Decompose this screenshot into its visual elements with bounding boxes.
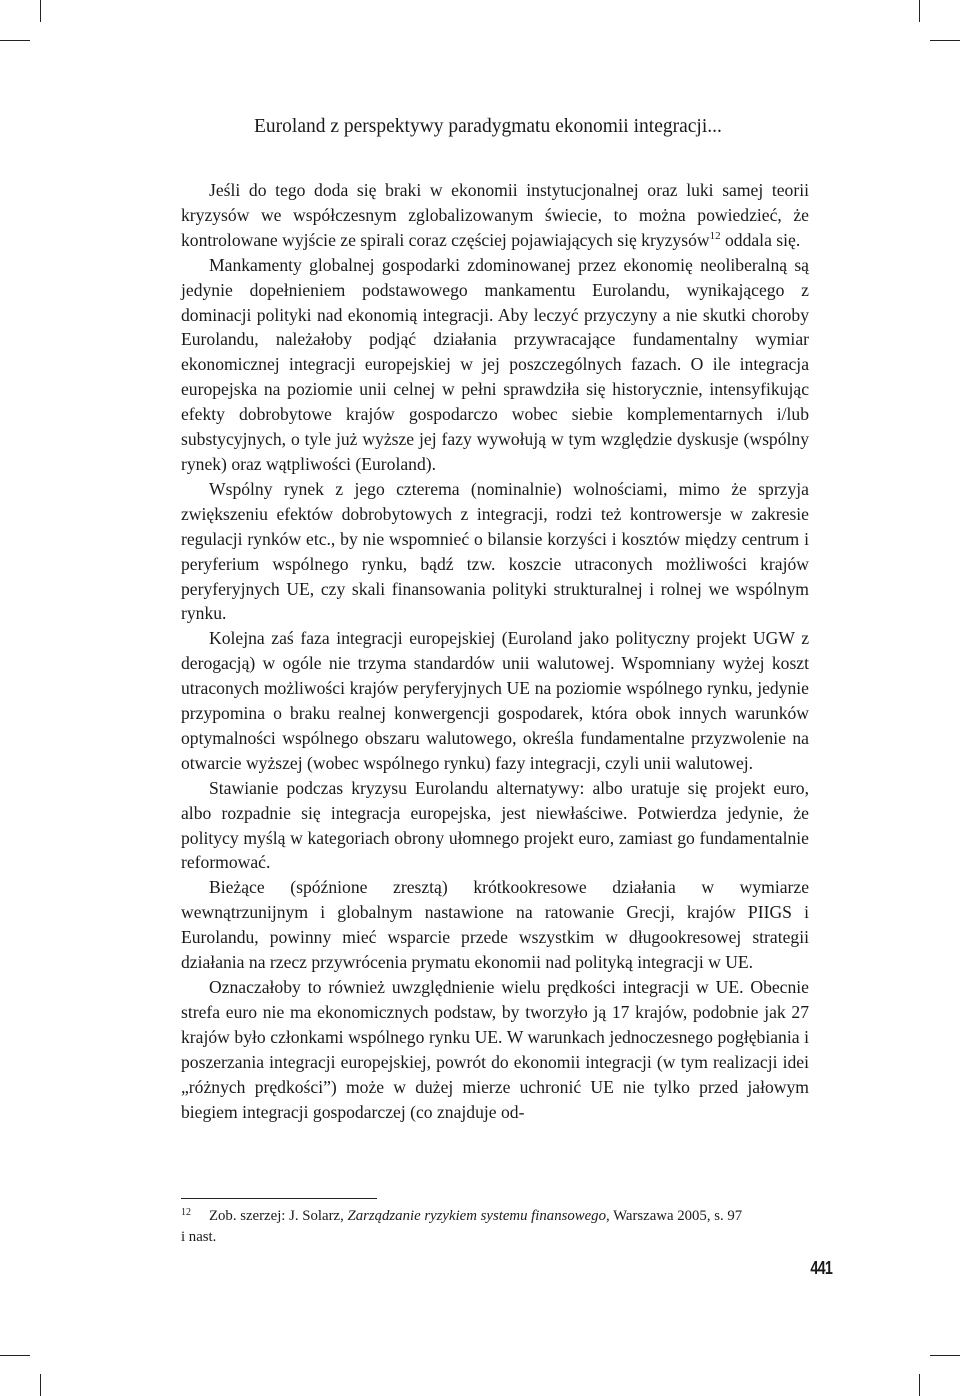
paragraph-4: Kolejna zaś faza integracji europejskiej (Euroland jako polityczny projekt UGW z derogacją) w ogóle nie trzyma standardów unii walutowej. Wspomniany wyżej koszt utraconych możliwości krajów peryferyjnych UE na poziomie wspólnego rynku, jedynie przypomina o braku realnej konwergencji gospodarek, która obok innych warunków optymalności wspólnego obszaru walutowego, określa fundamentalne przyzwolenie na otwarcie wyższej (wobec wspólnego rynku) fazy integracji, czyli unii walutowej. [181, 628, 809, 773]
paragraph-7: Oznaczałoby to również uwzględnienie wielu prędkości integracji w UE. Obecnie strefa euro nie ma ekonomicznych podstaw, by tworzyło ją 17 krajów, podobnie jak 27 krajów było członkami wspólnego rynku UE. W warunkach jednoczesnego pogłębiania i poszerzania integracji europejskiej, powrót do ekonomii integracji (w tym realizacji idei „różnych prędkości”) może w dużej mierze uchronić UE nie tylko przed jałowym biegiem integracji gospodarczej (co znajduje od- [181, 977, 809, 1122]
footnote-title: Zarządzanie ryzykiem systemu finansowego [347, 1208, 606, 1224]
paragraph-5: Stawianie podczas kryzysu Eurolandu alternatywy: albo uratuje się projekt euro, albo rozpadnie się integracja europejska, jest niewłaściwe. Potwierdza jedynie, że politycy myślą w kategoriach obrony ułomnego projekt euro, zamiast go fundamentalnie reformować. [181, 777, 809, 873]
footnote-lead: Zob. szerzej: J. Solarz, [209, 1208, 348, 1224]
crop-mark-top-right [919, 0, 920, 22]
crop-mark-top-right-h [930, 40, 960, 41]
crop-mark-bottom-left-h [0, 1355, 30, 1356]
footnote-rule [181, 1198, 377, 1199]
paragraph-2: Mankamenty globalnej gospodarki zdominowanej przez ekonomię neoliberalną są jedynie dopełnieniem podstawowego mankamentu Eurolandu, wynikającego z dominacji polityki nad ekonomią integracji. Aby leczyć przyczyny a nie skutki choroby Eurolandu, należałoby podjąć działania przywracające fundamentalny wymiar ekonomicznej integracji europejskiej w jej poszczególnych fazach. O ile integracja europejska na poziomie unii celnej w pełni sprawdziła się historycznie, intensyfikując efekty dobrobytowe krajów gospodarczo wobec siebie komplementarnych i/lub substycyjnych, o tyle już wyższe jej fazy wywołują w tym względzie dyskusje (wspólny rynek) oraz wątpliwości (Euroland). [181, 254, 809, 474]
paragraph-3: Wspólny rynek z jego czterema (nominalnie) wolnościami, mimo że sprzyja zwiększeniu efektów dobrobytowych z integracji, rodzi też kontrowersje w zakresie regulacji rynków etc., by nie wspomnieć o bilansie korzyści i kosztów między centrum i peryferium wspólnego rynku, bądź tzw. koszcie utraconych możliwości krajów peryferyjnych UE, czy skali finansowania polityki strukturalnej i rolnej we wspólnym rynku. [181, 478, 809, 624]
body-text [181, 178, 809, 1124]
footnote-continuation: i nast. [181, 1229, 217, 1245]
footnote-body [209, 1208, 742, 1224]
paragraph-1 [181, 178, 809, 253]
crop-mark-top-left-h [0, 40, 30, 41]
paragraph-1-text: Jeśli do tego doda się braki w ekonomii instytucjonalnej oraz luki samej teorii kryzysów we współczesnym zglobalizowanym świecie, to można powiedzieć, że kontrolowane wyjście ze spirali coraz częściej pojawiających się kryzysów [181, 180, 809, 250]
footnote-number: 12 [181, 1207, 191, 1218]
running-head: Euroland z perspektywy paradygmatu ekonomii integracji... [254, 116, 722, 137]
crop-mark-bottom-right [919, 1374, 920, 1396]
crop-mark-top-left [40, 0, 41, 22]
paragraph-1-tail: oddala się. [720, 229, 801, 250]
crop-mark-bottom-right-h [930, 1355, 960, 1356]
paragraph-6: Bieżące (spóźnione zresztą) krótkookresowe działania w wymiarze wewnątrzunijnym i globalnym nastawione na ratowanie Grecji, krajów PIIGS i Eurolandu, powinny mieć wsparcie przede wszystkim w długookresowej strategii działania na rzecz przywrócenia prymatu ekonomii nad polityką integracji w UE. [181, 877, 809, 973]
crop-mark-bottom-left [40, 1374, 41, 1396]
footnote-tail: , Warszawa 2005, s. 97 [605, 1208, 743, 1224]
footnote-ref: 12 [709, 229, 721, 242]
footnote [181, 1206, 809, 1248]
page-number: 441 [810, 1258, 832, 1278]
